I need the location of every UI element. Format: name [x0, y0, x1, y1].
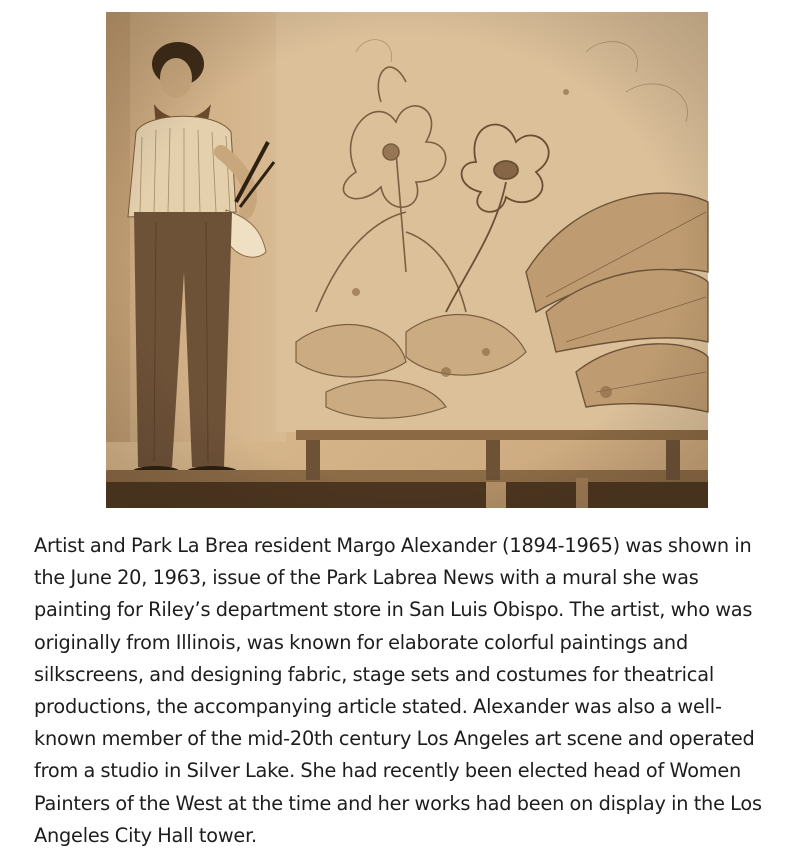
- photo-caption: Artist and Park La Brea resident Margo Alexander (1894-1965) was shown in the June 20, 1963, issue of the Park Labrea News with a mural she was painting for Riley’s department store in San Luis Obispo. The artist, who was originally from Illinois, was known for elaborate colorful paintings and silkscreens, and designing fabric, stage sets and costumes for theatrical productions, the accompanying article stated. Alexander was also a well-known member of the mid-20th century Los Angeles art scene and operated from a studio in Silver Lake. She had recently been elected head of Women Painters of the West at the time and her works had been on display in the Los Angeles City Hall tower.: [34, 534, 762, 847]
- sepia-photo-illustration: [106, 12, 708, 508]
- newspaper-photo: [106, 12, 708, 508]
